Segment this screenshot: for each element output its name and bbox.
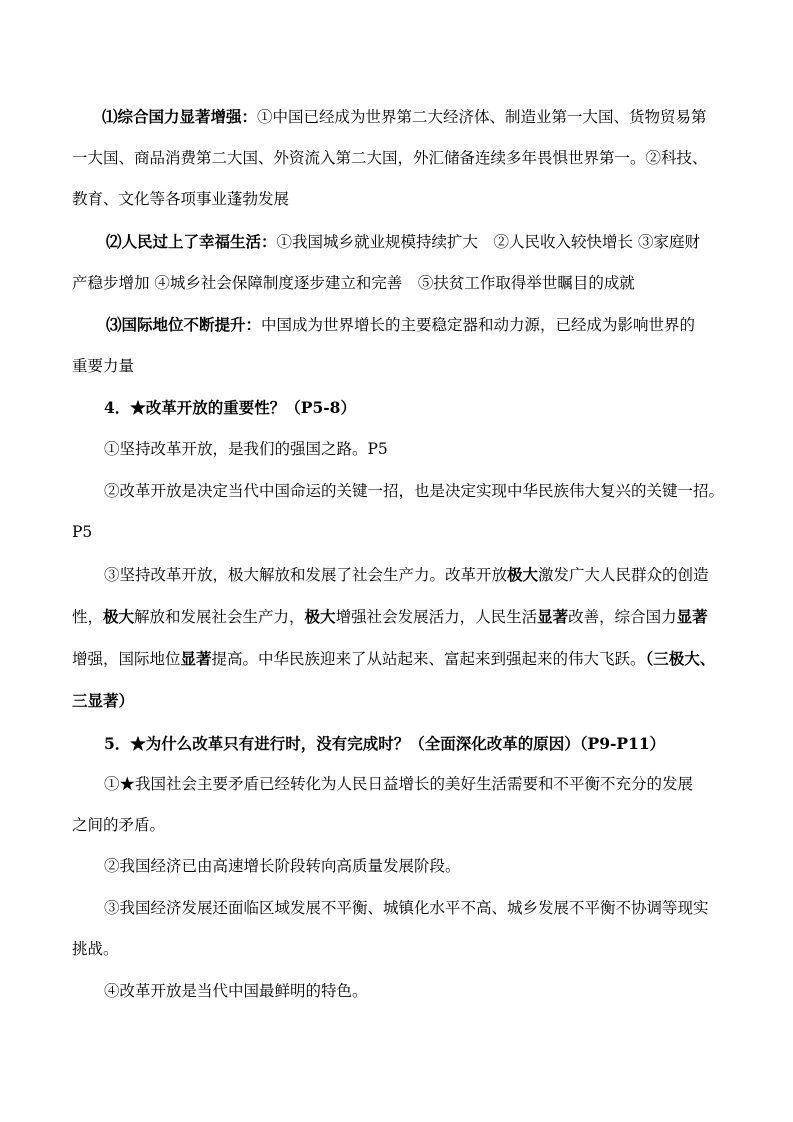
- line: [72, 304, 724, 346]
- emphasis: 极大: [507, 565, 539, 584]
- text: 增强，国际地位: [72, 650, 181, 668]
- text: ①中国已经成为世界第二大经济体、制造业第一大国、货物贸易第: [257, 108, 707, 126]
- text: 增强社会发展活力，人民生活: [335, 608, 538, 626]
- line: [72, 554, 724, 596]
- heading-national-strength: ⑴综合国力显著增强：: [102, 107, 258, 126]
- emphasis: 显著: [537, 607, 569, 626]
- text: 一大国、商品消费第二大国、外资流入第二大国，外汇储备连续多年畏惧世界第一。②科技、: [72, 149, 708, 167]
- emphasis: 显著: [180, 649, 212, 668]
- paragraph-international-status: [72, 304, 724, 387]
- text: 产稳步增加 ④城乡社会保障制度逐步建立和完善 ⑤扶贫工作取得举世瞩目的成就: [72, 274, 635, 292]
- paragraph-happy-life: [72, 221, 724, 304]
- text: ①★我国社会主要矛盾已经转化为人民日益增长的美好生活需要和不平衡不充分的发展: [104, 775, 694, 793]
- text: 性，: [72, 608, 104, 626]
- question-4-item-3: [72, 554, 724, 721]
- emphasis: 极大: [103, 607, 135, 626]
- text: ②改革开放是决定当代中国命运的关键一招，也是决定实现中华民族伟大复兴的关键一招。: [104, 482, 725, 500]
- text: 改善，综合国力: [568, 608, 677, 626]
- question-4-item-1: ①坚持改革开放，是我们的强国之路。P5: [104, 440, 388, 458]
- text: 中国成为世界增长的主要稳定器和动力源，已经成为影响世界的: [261, 316, 696, 334]
- heading-international-status: ⑶国际地位不断提升：: [106, 315, 262, 334]
- line: [72, 638, 724, 680]
- question-4-title: 4．★改革开放的重要性？（P5-8）: [104, 398, 356, 417]
- text: P5: [72, 523, 93, 541]
- text: ③坚持改革开放，极大解放和发展了社会生产力。改革开放: [104, 566, 508, 584]
- question-5-title: 5．★为什么改革只有进行时，没有完成时？（全面深化改革的原因）（P9-P11）: [104, 734, 666, 753]
- text: 之间的矛盾。: [72, 816, 166, 834]
- text: 激发广大人民群众的创造: [538, 566, 709, 584]
- question-5-item-4: ④改革开放是当代中国最鲜明的特色。: [104, 982, 368, 1000]
- line: [72, 596, 724, 638]
- emphasis: （三极大、: [645, 649, 716, 668]
- text: ①我国城乡就业规模持续扩大 ②人民收入较快增长 ③家庭财: [276, 233, 700, 251]
- emphasis: 三显著）: [72, 691, 135, 710]
- text: 重要力量: [72, 357, 135, 375]
- text: 提高。中华民族迎来了从站起来、富起来到强起来的伟大飞跃。: [211, 650, 646, 668]
- line: [72, 96, 724, 138]
- text: 挑战。: [72, 940, 119, 958]
- emphasis: 极大: [304, 607, 336, 626]
- line: [72, 221, 724, 263]
- heading-happy-life: ⑵人民过上了幸福生活：: [106, 232, 277, 251]
- question-5-item-1: [72, 764, 724, 846]
- text: ③我国经济发展还面临区域发展不平衡、城镇化水平不高、城乡发展不平衡不协调等现实: [104, 899, 709, 917]
- question-5-item-2: ②我国经济已由高速增长阶段转向高质量发展阶段。: [104, 857, 461, 875]
- paragraph-national-strength: [72, 96, 724, 220]
- question-4-item-2: [72, 471, 724, 553]
- emphasis: 显著: [676, 607, 708, 626]
- text: 教育、文化等各项事业蓬勃发展: [72, 190, 290, 208]
- question-5-item-3: [72, 888, 724, 970]
- text: 解放和发展社会生产力，: [134, 608, 305, 626]
